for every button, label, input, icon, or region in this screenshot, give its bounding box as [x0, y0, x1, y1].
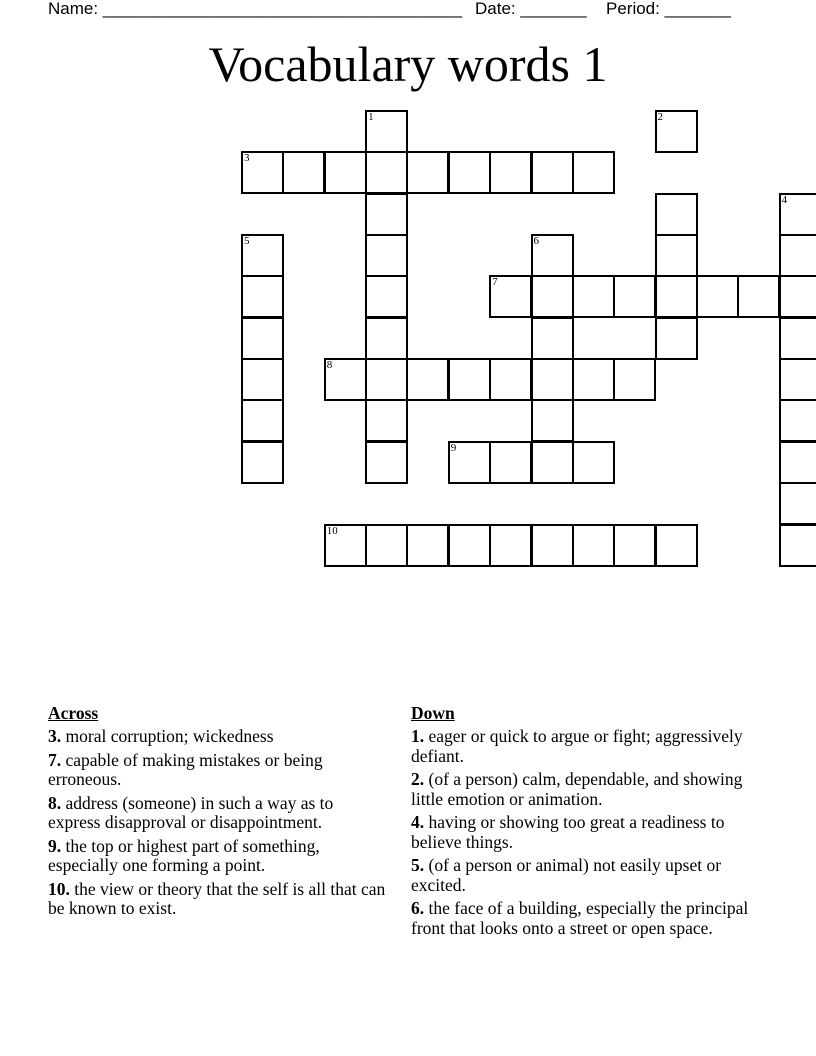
- clue-number-label: 9.: [48, 835, 62, 856]
- crossword-cell[interactable]: [655, 110, 698, 153]
- across-clue-list: [48, 727, 388, 919]
- crossword-cell[interactable]: [655, 275, 698, 318]
- clue-number-label: 7.: [48, 749, 62, 770]
- down-clue: [411, 899, 761, 938]
- clue-number-label: 5.: [411, 855, 425, 875]
- crossword-cell[interactable]: [365, 524, 408, 567]
- crossword-cell[interactable]: [655, 193, 698, 236]
- crossword-cell[interactable]: [531, 151, 574, 194]
- crossword-cell[interactable]: [531, 524, 574, 567]
- crossword-cell[interactable]: [531, 234, 574, 277]
- crossword-cell[interactable]: [324, 358, 367, 401]
- period-field-label: Period: _______: [606, 0, 731, 18]
- crossword-cell[interactable]: [655, 524, 698, 567]
- clue-number: 9: [450, 441, 457, 454]
- crossword-cell[interactable]: [572, 441, 615, 484]
- across-clue: [48, 880, 388, 919]
- crossword-cell[interactable]: [779, 524, 816, 567]
- clue-text: capable of making mistakes or being erroneous.: [48, 749, 323, 789]
- crossword-cell[interactable]: [779, 275, 816, 318]
- name-field-label: Name: ______________________________________: [48, 0, 463, 18]
- crossword-cell[interactable]: [365, 441, 408, 484]
- crossword-cell[interactable]: [779, 317, 816, 360]
- crossword-cell[interactable]: [365, 275, 408, 318]
- clue-text: the face of a building, especially the principal front that looks onto a street or open space.: [411, 898, 749, 938]
- down-clue: [411, 770, 761, 809]
- crossword-cell[interactable]: [531, 441, 574, 484]
- crossword-cell[interactable]: [241, 317, 284, 360]
- clue-number: 5: [244, 235, 250, 248]
- down-clue: [411, 856, 761, 895]
- crossword-cell[interactable]: [241, 275, 284, 318]
- crossword-cell[interactable]: [779, 193, 816, 236]
- crossword-cell[interactable]: [489, 358, 532, 401]
- clue-number: 1: [368, 111, 374, 123]
- crossword-cell[interactable]: [779, 399, 816, 442]
- clue-number-label: 6.: [411, 898, 425, 918]
- crossword-cell[interactable]: [655, 234, 698, 277]
- crossword-cell[interactable]: [448, 441, 491, 484]
- crossword-cell[interactable]: [531, 358, 574, 401]
- across-clue: [48, 727, 388, 747]
- crossword-cell[interactable]: [737, 275, 780, 318]
- clue-number-label: 3.: [48, 726, 62, 746]
- clue-text: address (someone) in such a way as to express disapproval or disappointment.: [48, 792, 334, 832]
- crossword-cell[interactable]: [489, 151, 532, 194]
- crossword-cell[interactable]: [696, 275, 739, 318]
- crossword-cell[interactable]: [282, 151, 325, 194]
- crossword-cell[interactable]: [531, 275, 574, 318]
- crossword-cell[interactable]: [241, 441, 284, 484]
- crossword-cell[interactable]: [779, 482, 816, 525]
- crossword-cell[interactable]: [572, 275, 615, 318]
- crossword-cell[interactable]: [572, 151, 615, 194]
- crossword-cell[interactable]: [489, 275, 532, 318]
- crossword-cell[interactable]: [613, 275, 656, 318]
- across-clue: [48, 837, 388, 876]
- crossword-cell[interactable]: [365, 234, 408, 277]
- crossword-cell[interactable]: [365, 399, 408, 442]
- page-title: Vocabulary words 1: [208, 36, 608, 92]
- clue-number: 4: [781, 193, 788, 206]
- crossword-cell[interactable]: [489, 524, 532, 567]
- down-clue-list: [411, 727, 761, 938]
- crossword-cell[interactable]: [324, 524, 367, 567]
- crossword-cell[interactable]: [406, 358, 449, 401]
- clue-number-label: 10.: [48, 878, 70, 899]
- date-field-label: Date: _______: [475, 0, 587, 18]
- crossword-cell[interactable]: [572, 524, 615, 567]
- across-heading: Across: [48, 703, 99, 723]
- crossword-cell[interactable]: [531, 317, 574, 360]
- crossword-cell[interactable]: [613, 358, 656, 401]
- clue-number-label: 1.: [411, 726, 425, 746]
- crossword-cell[interactable]: [365, 193, 408, 236]
- down-heading: Down: [411, 703, 455, 723]
- crossword-cell[interactable]: [406, 151, 449, 194]
- crossword-cell[interactable]: [779, 441, 816, 484]
- crossword-cell[interactable]: [448, 524, 491, 567]
- crossword-cell[interactable]: [241, 399, 284, 442]
- clue-text: the view or theory that the self is all that can be known to exist.: [48, 878, 386, 918]
- crossword-cell[interactable]: [241, 151, 284, 194]
- clue-number-label: 2.: [411, 769, 425, 789]
- crossword-cell[interactable]: [572, 358, 615, 401]
- crossword-cell[interactable]: [365, 317, 408, 360]
- crossword-cell[interactable]: [365, 151, 408, 194]
- down-clue: [411, 813, 761, 852]
- crossword-cell[interactable]: [365, 110, 408, 153]
- crossword-cell[interactable]: [448, 151, 491, 194]
- crossword-cell[interactable]: [613, 524, 656, 567]
- crossword-cell[interactable]: [489, 441, 532, 484]
- across-clue: [48, 751, 388, 790]
- across-clue: [48, 794, 388, 833]
- crossword-cell[interactable]: [531, 399, 574, 442]
- clue-number: 8: [326, 359, 333, 372]
- crossword-cell[interactable]: [779, 234, 816, 277]
- clue-number-label: 8.: [48, 792, 62, 813]
- crossword-cell[interactable]: [241, 358, 284, 401]
- clue-text: having or showing too great a readiness to believe things.: [411, 812, 725, 852]
- clue-text: moral corruption; wickedness: [61, 726, 274, 746]
- clue-number: 7: [492, 276, 498, 289]
- clue-text: the top or highest part of something, especially one forming a point.: [48, 835, 320, 875]
- clue-number: 3: [244, 152, 250, 165]
- crossword-cell[interactable]: [241, 234, 284, 277]
- down-clue: [411, 727, 761, 766]
- down-clues: [411, 703, 761, 942]
- clue-number-label: 4.: [411, 812, 425, 832]
- across-clues: [48, 703, 388, 923]
- crossword-cell[interactable]: [365, 358, 408, 401]
- clue-number: 10: [326, 524, 338, 537]
- clue-text: eager or quick to argue or fight; aggressively defiant.: [411, 726, 743, 766]
- crossword-cell[interactable]: [655, 317, 698, 360]
- crossword-cell[interactable]: [779, 358, 816, 401]
- clue-text: (of a person) calm, dependable, and showing little emotion or animation.: [411, 769, 743, 809]
- crossword-cell[interactable]: [448, 358, 491, 401]
- clue-text: (of a person or animal) not easily upset or excited.: [411, 855, 722, 895]
- clue-number: 6: [533, 235, 539, 248]
- clue-number: 2: [657, 111, 664, 123]
- crossword-cell[interactable]: [324, 151, 367, 194]
- crossword-cell[interactable]: [406, 524, 449, 567]
